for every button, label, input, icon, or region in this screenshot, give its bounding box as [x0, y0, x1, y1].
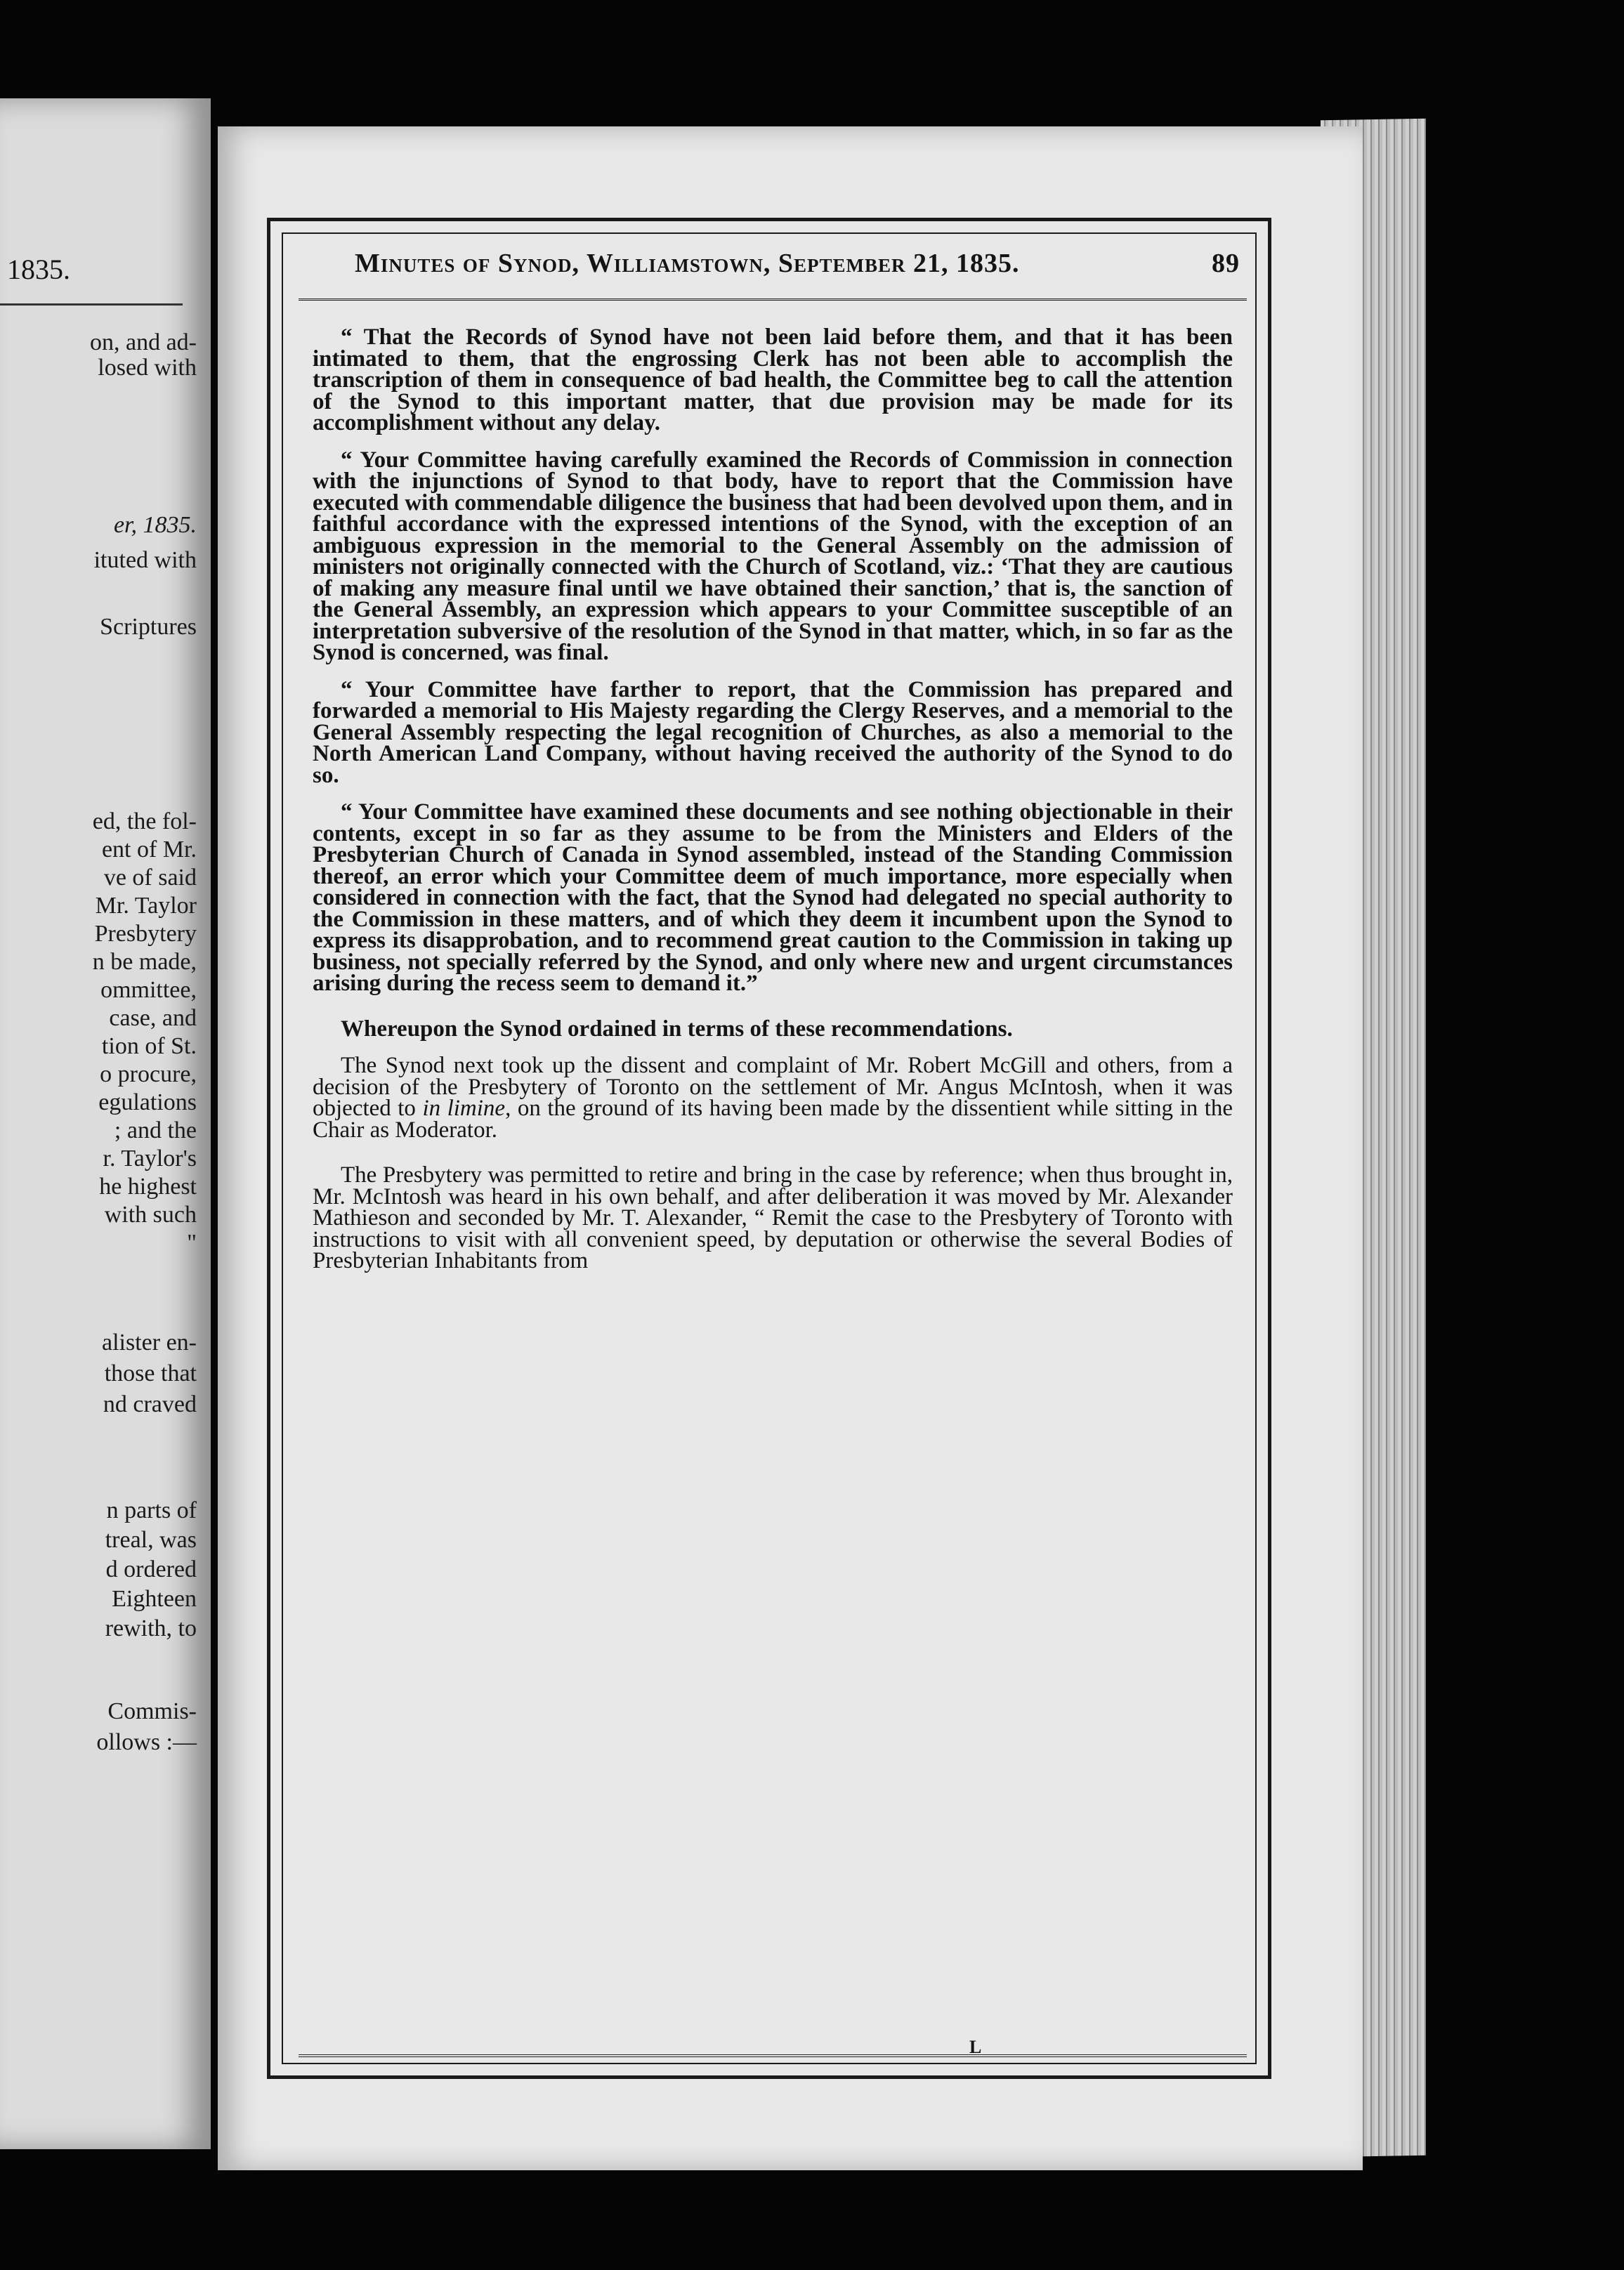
- left-line: losed with: [98, 355, 197, 381]
- left-line: egulations: [98, 1089, 197, 1115]
- page-frame-outer: [267, 218, 1271, 2079]
- left-page-fragment: [0, 98, 211, 2149]
- left-line: those that: [104, 1360, 197, 1386]
- paragraph-dissent-part-1: The Synod next took up the dissent and complaint of Mr. Robert McGill and others, from a decision of the Presbytery of Toronto on the settlement of Mr. Angus McIntosh, when it was objected to: [313, 1053, 1233, 1121]
- paragraph-dissent: [313, 1055, 1233, 1141]
- left-line: Mr. Taylor: [95, 893, 197, 919]
- left-page-block-6: [0, 1496, 197, 1644]
- running-head: [299, 241, 1247, 283]
- paragraph-records: “ That the Records of Synod have not been laid before them, and that it has been intimated to them, that the engrossing Clerk has not been able to accomplish the transcription of them in consequence of bad health, the Committee beg to call the attention of the Synod to this important matter, that due provision may be made for its accomplishment without any delay.: [313, 324, 1233, 435]
- left-line: ; and the: [114, 1117, 197, 1143]
- left-line: he highest: [99, 1174, 197, 1200]
- left-page-block-3: [0, 615, 197, 640]
- left-page-date-line: [0, 513, 197, 538]
- left-line: ent of Mr.: [101, 837, 197, 862]
- paragraph-commission-records: “ Your Committee having carefully examined the Records of Commission in connection with the injunctions of Synod to that body, have to report that the Commission have executed with commendable diligence the business that had been devolved upon them, and in faithful accordance with the expressed intentions of the Synod, with the exception of an ambiguous expression in the memorial to the General Assembly on the admission of ministers not originally connected with the Church of Scotland, viz.: ‘That they are cautious of making any measure final until we have obtained their sanction,’ that is, the sanction of the General Assembly, an expression which appears to your Committee susceptible of an interpretation subversive of the resolution of the Synod in that matter, which, in so far as the Synod is concerned, was final.: [313, 447, 1233, 665]
- paragraph-ordained: Whereupon the Synod ordained in terms of these recommendations.: [341, 1016, 1013, 1042]
- left-line: r. Taylor's: [103, 1146, 197, 1172]
- paragraph-documents: “ Your Committee have examined these documents and see nothing objectionable in their contents, except in so far as they assume to be from the Ministers and Elders of the Presbyterian Church of Canada in Synod assembled, instead of the Standing Commission thereof, an error which your Committee deem of much importance, more especially when considered in connection with the fact, that the Synod had delegated no special authority to the Commission in these matters, and of which they deem it incumbent upon the Synod to express its disapprobation, and to recommend great caution to the Commission in taking up business, not specially referred by the Synod, and only where new and urgent circumstances arising during the recess seem to demand it.”: [313, 799, 1233, 996]
- left-line: on, and ad-: [89, 329, 197, 355]
- left-line: ituted with: [93, 547, 197, 573]
- left-page-year: 1835.: [7, 254, 70, 285]
- left-line: n be made,: [92, 949, 197, 975]
- left-line: ": [187, 1230, 197, 1256]
- left-page-block-1: [0, 330, 197, 381]
- left-line: er, 1835.: [113, 512, 197, 538]
- left-line: case, and: [109, 1005, 197, 1031]
- paragraph-dissent-part-2: , on the ground of its having been made by the dissentient while sitting in the Chair as Moderator.: [313, 1096, 1233, 1143]
- left-page-head-rule: [0, 303, 183, 306]
- left-line: tion of St.: [101, 1033, 197, 1059]
- left-line: ollows :—: [96, 1729, 197, 1755]
- head-rule: [299, 298, 1247, 308]
- page-number: 89: [1212, 249, 1240, 278]
- left-line: Commis-: [107, 1698, 197, 1724]
- left-line: o procure,: [100, 1061, 197, 1087]
- left-line: ed, the fol-: [92, 808, 197, 834]
- running-head-title: Minutes of Synod, Williamstown, September 21, 1835.: [355, 249, 1020, 278]
- right-page: [218, 126, 1363, 2170]
- signature-mark: L: [969, 2037, 982, 2057]
- left-line: Presbytery: [94, 921, 197, 947]
- left-line: treal, was: [105, 1527, 197, 1553]
- left-line: ve of said: [103, 865, 197, 891]
- left-line: n parts of: [106, 1497, 197, 1523]
- left-line: rewith, to: [105, 1615, 197, 1641]
- left-page-block-2: [0, 548, 197, 573]
- paragraph-dissent-italic: in limine: [422, 1096, 506, 1121]
- text-body: [313, 324, 1233, 1287]
- left-line: ommittee,: [100, 977, 197, 1003]
- left-line: d ordered: [105, 1556, 197, 1582]
- left-page-block-5: [0, 1327, 197, 1420]
- footer-rule: [299, 2054, 1247, 2057]
- paragraph-memorials: “ Your Committee have farther to report, that the Commission has prepared and forwarded a memorial to His Majesty regarding the Clergy Reserves, and a memorial to the General Assembly respecting the legal recognition of Churches, as also a memorial to the North American Land Company, without having received the authority of the Synod to do so.: [313, 676, 1233, 788]
- left-line: Scriptures: [100, 614, 197, 640]
- left-line: Eighteen: [112, 1586, 197, 1612]
- paragraph-presbytery: The Presbytery was permitted to retire and bring in the case by reference; when thus brought in, Mr. McIntosh was heard in his own behalf, and after deliberation it was moved by Mr. Alexander Mathieson and seconded by Mr. T. Alexander, “ Remit the case to the Presbytery of Toronto with instructions to visit with all convenient speed, by deputation or otherwise the several Bodies of Presbyterian Inhabitants from: [313, 1162, 1233, 1273]
- left-line: nd craved: [103, 1391, 197, 1417]
- left-page-block-7: [0, 1696, 197, 1758]
- left-page-block-4: [0, 808, 197, 1257]
- left-line: alister en-: [102, 1330, 197, 1356]
- left-line: with such: [104, 1202, 197, 1228]
